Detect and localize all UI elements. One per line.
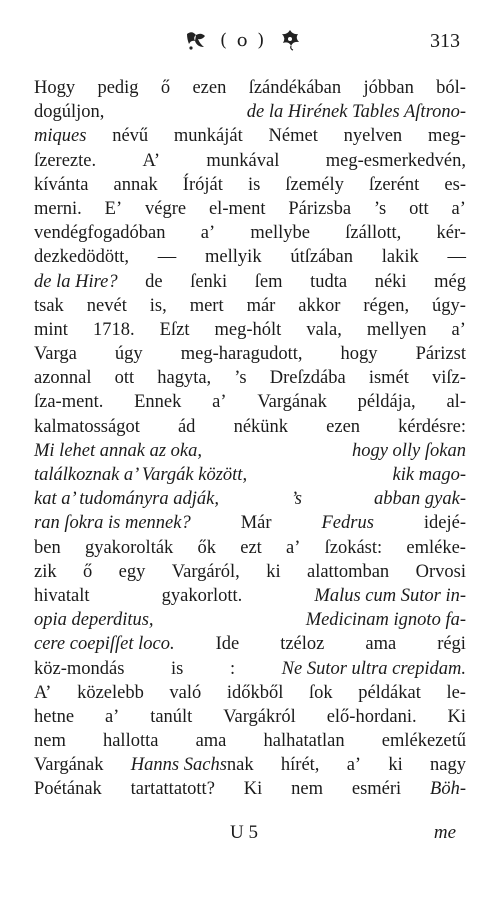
word: ſza-ment. [34,392,104,413]
word: ſzokást: [324,537,383,558]
word: még [434,271,466,292]
word: Vargáról, [171,561,240,582]
word: Orvosi [415,561,466,582]
word: gyakorlott. [161,585,243,606]
word: meg-esmerkedvén, [325,150,466,171]
word: vala, [306,319,342,340]
text-line [34,608,466,632]
text-line [34,753,466,777]
word: régi [437,634,466,655]
italic-word: Ne Sutor ultra crepidam. [281,658,466,679]
word: is [247,174,261,195]
word: ben [34,537,61,558]
italic-word: ran ſokra is mennek? [34,513,191,534]
printer-fleuron-icon [278,28,302,52]
italic-word: de la Hire? [34,271,118,292]
word: Német [268,126,318,147]
word: a’ [346,755,362,776]
word: meg-haragudott, [180,344,303,365]
word: ſzándékában [248,78,342,98]
word: Poétának [34,779,102,800]
word: tartattatott? [130,779,215,800]
word: tudta [310,271,348,292]
word: tsak [34,295,64,316]
word: régen, [363,295,410,316]
printer-fleuron-icon [184,28,208,52]
word: ezen [326,416,361,437]
word: is, [149,295,167,316]
word: emléke- [406,537,466,558]
word: ők [197,537,217,558]
word: néki [374,271,407,292]
word: a’ [451,319,466,340]
word: 1718. [92,319,135,340]
word: emlékezetű [381,731,466,752]
word: nak [226,755,254,776]
word: ſzerezte. [34,150,97,171]
word: dogúljon, [34,102,105,123]
word: pedig [97,78,139,98]
text-line [34,560,466,584]
word: példája, [357,392,416,413]
text-line [34,681,466,705]
word: ezen [192,78,227,98]
word: hírét, [280,755,320,776]
italic-word: abban gyak- [374,489,466,510]
text-line [34,149,466,173]
word: le- [446,682,466,703]
word: a’ [451,198,466,219]
word: a’ [212,392,227,413]
word: ſzerént [369,174,420,195]
text-line [34,511,466,535]
text-line [34,777,466,801]
word: Íróját [182,174,223,195]
text-line [34,415,466,439]
italic-word: Böh- [430,779,466,800]
text-line [34,342,466,366]
text-line [34,124,466,148]
word: Hogy [34,78,76,98]
word: hagyta, [157,368,212,389]
running-head-mark: ( o ) [220,29,267,51]
word: időkből [226,682,284,703]
word: Ki [447,706,466,727]
word: Ki [243,779,263,800]
word: ’s [234,368,247,389]
word: mellyik [205,247,262,268]
text-line [34,270,466,294]
text-line [34,318,466,342]
word: ból- [436,78,466,98]
word: viſz- [432,368,466,389]
text-line [34,76,466,100]
word: kalmatosságot [34,416,140,437]
word: hivatalt [34,585,90,606]
word: tzéloz [280,634,325,655]
word: Vargákról [223,706,296,727]
word: közelebb [77,682,144,703]
running-head-center [184,28,302,52]
word: nékünk [233,416,289,437]
word: ismét [368,368,409,389]
italic-word: kat a’ tudományra adják, [34,489,219,510]
word: Vargának [257,392,327,413]
word: köz-mondás [34,658,125,679]
text-line [34,439,466,463]
catchword: me [433,822,456,843]
word: al- [446,392,466,413]
word: akkor [298,295,341,316]
italic-word: ’s [291,489,302,510]
word: Ennek [134,392,182,413]
word: meg- [427,126,466,147]
text-line [34,197,466,221]
text-line [34,294,466,318]
body-text [34,76,466,802]
word: meg-hólt [214,319,282,340]
word: esméri [351,779,402,800]
word: úgy [114,344,143,365]
word: — [157,247,177,268]
word: Vargának [34,755,104,776]
word: elő-hordani. [326,706,417,727]
word: nyelven [343,126,403,147]
italic-word: de la Hirének Tables Aſtrono- [246,102,466,123]
word: munkáját [173,126,243,147]
word: munkával [206,150,280,171]
word: névű [112,126,149,147]
word: tanúlt [150,706,193,727]
compound-word [131,753,254,777]
text-line [34,584,466,608]
text-line [34,487,466,511]
running-head [34,24,464,64]
italic-word: találkoznak a’ Vargák között, [34,465,248,485]
word: ama [365,634,397,655]
word: Párizsba [288,198,352,219]
word: is [171,658,184,679]
word: mert [189,295,224,316]
word: kér- [436,223,466,244]
word: ki [266,561,281,582]
word: úgy- [432,295,466,316]
word: azonnal [34,368,92,389]
word: nem [34,731,66,752]
text-line [34,463,466,487]
word: Már [240,513,272,534]
word: ſok [308,682,333,703]
text-line [34,366,466,390]
italic-word: Hanns Sachs [130,755,227,776]
italic-word: miques [34,126,87,147]
word: mellyen [366,319,427,340]
italic-word: hogy olly ſokan [351,440,466,461]
word: merni. [34,198,82,219]
word: es- [444,174,466,195]
word: A’ [34,682,52,703]
word: vendégfogadóban [34,223,166,244]
word: ki [388,755,403,776]
word: gyakorolták [84,537,174,558]
word: A’ [142,150,160,171]
italic-word: opia deperditus, [34,610,154,631]
page-footer [34,822,466,850]
italic-word: kik mago- [392,465,466,485]
word: Ide [215,634,240,655]
word: Eſzt [159,319,190,340]
text-line [34,245,466,269]
text-line [34,657,466,681]
text-line [34,173,466,197]
word: zik [34,561,57,582]
word: hallotta [102,731,159,752]
word: a’ [286,537,301,558]
text-line [34,390,466,414]
text-line [34,221,466,245]
word: ſem [254,271,283,292]
word: : [229,658,236,679]
word: példákat [358,682,421,703]
word: ama [195,731,227,752]
text-line [34,536,466,560]
italic-word: Mi lehet annak az oka, [34,440,202,461]
word: annak [113,174,158,195]
word: halhatatlan [263,731,345,752]
signature-mark: U 5 [230,822,258,843]
word: nagy [429,755,466,776]
word: Dreſzdába [269,368,346,389]
word: nevét [86,295,127,316]
word: egy [118,561,146,582]
italic-word: Malus cum Sutor in- [314,585,466,606]
word: hogy [340,344,378,365]
word: ád [177,416,196,437]
word: lakik [381,247,419,268]
word: Párizst [415,344,466,365]
word: Varga [34,344,77,365]
word: a’ [104,706,120,727]
word: ott [114,368,135,389]
word: ’s [373,198,387,219]
word: ſzállott, [345,223,402,244]
word: mint [34,319,68,340]
word: való [169,682,202,703]
word: kérdésre: [398,416,466,437]
word: ſenki [190,271,228,292]
word: ezt [240,537,262,558]
word: kívánta [34,174,89,195]
word: ſzemély [285,174,344,195]
word: mellybe [250,223,311,244]
word: nem [291,779,323,800]
italic-word: cere coepiſſet loco. [34,634,175,655]
word: el-ment [208,198,266,219]
word: ő [83,561,93,582]
italic-word: Medicinam ignoto fa- [305,610,466,631]
word: idejé- [423,513,466,534]
word: — [447,247,466,268]
text-line [34,705,466,729]
word: ott [409,198,429,219]
word: alattomban [306,561,390,582]
italic-word: Fedrus [321,513,374,534]
text-line [34,729,466,753]
word: ő [160,78,171,98]
page-number: 313 [430,30,460,52]
word: dezkedödött, [34,247,130,268]
word: E’ [104,198,123,219]
word: útſzában [290,247,353,268]
text-line [34,100,466,124]
word: hetne [34,706,75,727]
word: a’ [200,223,216,244]
word: már [246,295,276,316]
word: de [145,271,163,292]
word: jóbban [363,78,414,98]
text-line [34,632,466,656]
word: végre [145,198,187,219]
